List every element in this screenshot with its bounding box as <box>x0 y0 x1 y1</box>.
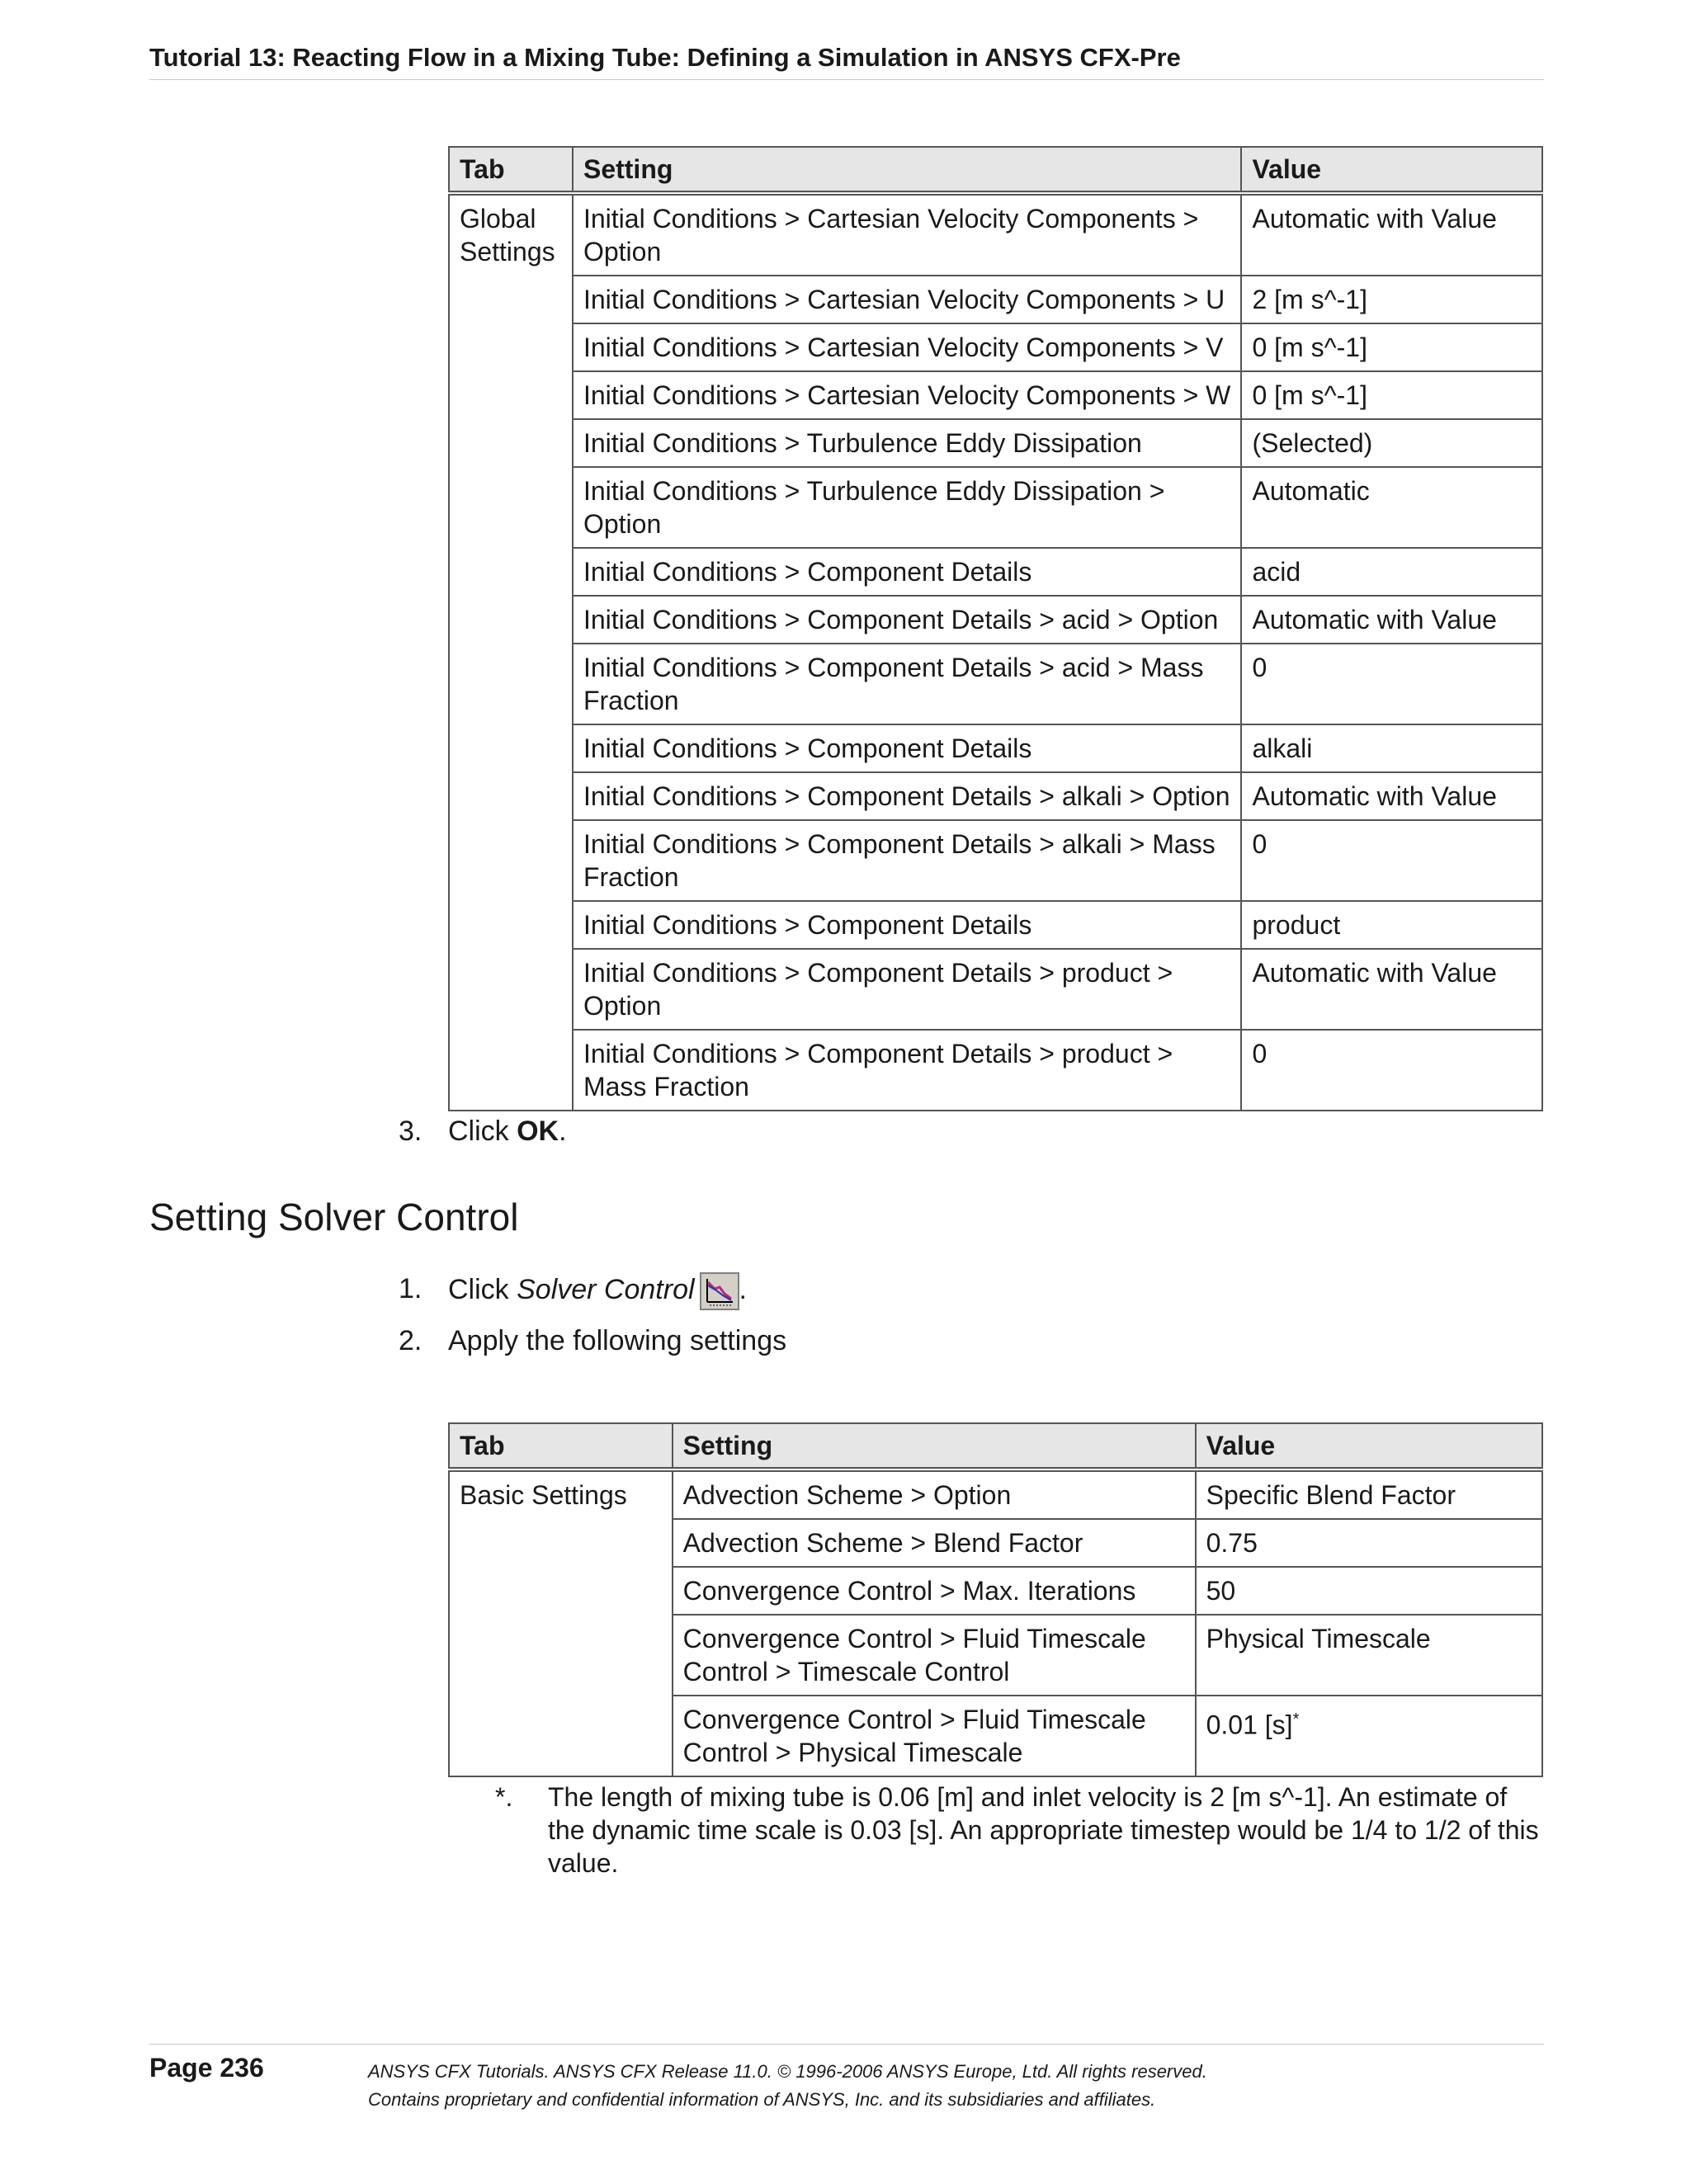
setting-cell: Initial Conditions > Component Details > acid > Option <box>573 596 1242 644</box>
page-header-title: Tutorial 13: Reacting Flow in a Mixing Tube: Defining a Simulation in ANSYS CFX-Pre <box>149 43 1544 80</box>
step-number: 3. <box>399 1116 422 1147</box>
column-header-setting: Setting <box>573 147 1242 193</box>
value-text: alkali <box>1252 734 1313 763</box>
value-cell <box>1241 323 1542 371</box>
value-cell <box>1241 276 1542 323</box>
setting-cell: Convergence Control > Max. Iterations <box>673 1567 1196 1615</box>
setting-cell: Advection Scheme > Blend Factor <box>673 1519 1196 1567</box>
column-header-tab: Tab <box>449 147 573 193</box>
value-text: 0 [m s^-1] <box>1252 380 1367 410</box>
step-text: Click Solver Control . <box>448 1272 747 1310</box>
value-cell <box>1241 419 1542 467</box>
section-heading: Setting Solver Control <box>149 1196 519 1238</box>
value-text: 50 <box>1206 1576 1236 1606</box>
setting-cell: Initial Conditions > Component Details <box>573 724 1242 772</box>
footnote-reference[interactable]: * <box>1292 1710 1300 1729</box>
solver-step-1 <box>399 1272 976 1312</box>
table-row <box>449 820 1542 901</box>
table-row <box>449 901 1542 949</box>
column-header-value: Value <box>1241 147 1542 193</box>
table-row <box>449 724 1542 772</box>
value-cell <box>1241 644 1542 724</box>
value-cell <box>1241 548 1542 596</box>
footer-line-2: Contains proprietary and confidential information of ANSYS, Inc. and its subsidiaries and affiliates. <box>368 2089 1156 2110</box>
table-header-row <box>449 147 1542 193</box>
setting-cell: Initial Conditions > Cartesian Velocity Components > V <box>573 323 1242 371</box>
solver-control-icon[interactable] <box>700 1272 739 1310</box>
value-text: (Selected) <box>1252 428 1373 458</box>
ok-label: OK <box>517 1116 559 1147</box>
table-row <box>449 596 1542 644</box>
table-row <box>449 949 1542 1030</box>
value-cell <box>1196 1519 1542 1567</box>
value-cell <box>1241 371 1542 419</box>
setting-cell: Initial Conditions > Component Details > acid > Mass Fraction <box>573 644 1242 724</box>
value-cell <box>1196 1696 1542 1776</box>
page-number: Page 236 <box>149 2053 264 2083</box>
solver-step-2 <box>399 1324 976 1357</box>
value-text: 0 <box>1252 829 1268 859</box>
value-text: Automatic <box>1252 476 1370 506</box>
value-text: Automatic with Value <box>1252 781 1497 811</box>
value-text: Automatic with Value <box>1252 204 1497 233</box>
table-row <box>449 371 1542 419</box>
column-header-value: Value <box>1196 1423 1542 1469</box>
value-text: Automatic with Value <box>1252 605 1497 634</box>
step-number: 1. <box>399 1273 422 1304</box>
value-cell <box>1241 724 1542 772</box>
step-3 <box>399 1115 729 1148</box>
table-row <box>449 1469 1542 1519</box>
step-number: 2. <box>399 1325 422 1356</box>
table-row <box>449 276 1542 323</box>
setting-cell: Initial Conditions > Component Details > alkali > Mass Fraction <box>573 820 1242 901</box>
column-header-tab: Tab <box>449 1423 673 1469</box>
value-cell <box>1241 596 1542 644</box>
step-text: Click OK. <box>448 1116 567 1147</box>
value-cell <box>1241 1030 1542 1111</box>
value-text: Physical Timescale <box>1206 1624 1431 1653</box>
footnote-mark: *. <box>495 1782 513 1812</box>
table-row <box>449 772 1542 820</box>
value-cell <box>1196 1469 1542 1519</box>
value-text: Specific Blend Factor <box>1206 1480 1456 1510</box>
table-header-row <box>449 1423 1542 1469</box>
value-text: 0.01 [s] <box>1206 1710 1293 1740</box>
footnote-text: The length of mixing tube is 0.06 [m] and inlet velocity is 2 [m s^-1]. An estimate of the dynamic time scale is 0.03 [s]. An appropriate timestep would be 1/4 to 1/2 of this value. <box>548 1782 1539 1878</box>
table-row <box>449 193 1542 276</box>
table-row <box>449 323 1542 371</box>
value-cell <box>1241 820 1542 901</box>
solver-control-table <box>448 1422 1543 1777</box>
value-cell <box>1241 949 1542 1030</box>
value-cell <box>1241 901 1542 949</box>
tab-cell: Basic Settings <box>449 1469 673 1776</box>
setting-cell: Initial Conditions > Component Details > alkali > Option <box>573 772 1242 820</box>
setting-cell: Initial Conditions > Cartesian Velocity Components > Option <box>573 193 1242 276</box>
setting-cell: Initial Conditions > Cartesian Velocity Components > U <box>573 276 1242 323</box>
step-text: Apply the following settings <box>448 1325 787 1356</box>
value-text: 0 <box>1252 653 1268 682</box>
solver-control-label: Solver Control <box>517 1273 695 1305</box>
initial-conditions-table <box>448 146 1543 1111</box>
setting-cell: Convergence Control > Fluid Timescale Control > Timescale Control <box>673 1615 1196 1696</box>
value-text: product <box>1252 910 1341 940</box>
column-header-setting: Setting <box>673 1423 1196 1469</box>
value-cell <box>1196 1615 1542 1696</box>
setting-cell: Initial Conditions > Component Details > product > Mass Fraction <box>573 1030 1242 1111</box>
setting-cell: Advection Scheme > Option <box>673 1469 1196 1519</box>
table-row <box>449 419 1542 467</box>
table-row <box>449 548 1542 596</box>
setting-cell: Initial Conditions > Component Details <box>573 901 1242 949</box>
tab-cell: Global Settings <box>449 193 573 1111</box>
setting-cell: Initial Conditions > Turbulence Eddy Dissipation > Option <box>573 467 1242 548</box>
value-cell <box>1241 467 1542 548</box>
table-row <box>449 644 1542 724</box>
value-text: 0 [m s^-1] <box>1252 333 1367 362</box>
value-cell <box>1196 1567 1542 1615</box>
value-cell <box>1241 772 1542 820</box>
value-text: 2 [m s^-1] <box>1252 285 1367 314</box>
setting-cell: Initial Conditions > Component Details <box>573 548 1242 596</box>
value-cell <box>1241 193 1542 276</box>
setting-cell: Initial Conditions > Turbulence Eddy Dissipation <box>573 419 1242 467</box>
footer-divider <box>149 2044 1544 2045</box>
footer-copyright <box>368 2058 1207 2114</box>
setting-cell: Initial Conditions > Cartesian Velocity Components > W <box>573 371 1242 419</box>
table-row <box>449 467 1542 548</box>
value-text: 0.75 <box>1206 1528 1258 1558</box>
setting-cell: Convergence Control > Fluid Timescale Control > Physical Timescale <box>673 1696 1196 1776</box>
table-row <box>449 1030 1542 1111</box>
footer-line-1: ANSYS CFX Tutorials. ANSYS CFX Release 11.0. © 1996-2006 ANSYS Europe, Ltd. All rights reserved. <box>368 2061 1207 2082</box>
value-text: acid <box>1252 557 1301 587</box>
value-text: 0 <box>1252 1039 1268 1068</box>
value-text: Automatic with Value <box>1252 958 1497 988</box>
setting-cell: Initial Conditions > Component Details > product > Option <box>573 949 1242 1030</box>
